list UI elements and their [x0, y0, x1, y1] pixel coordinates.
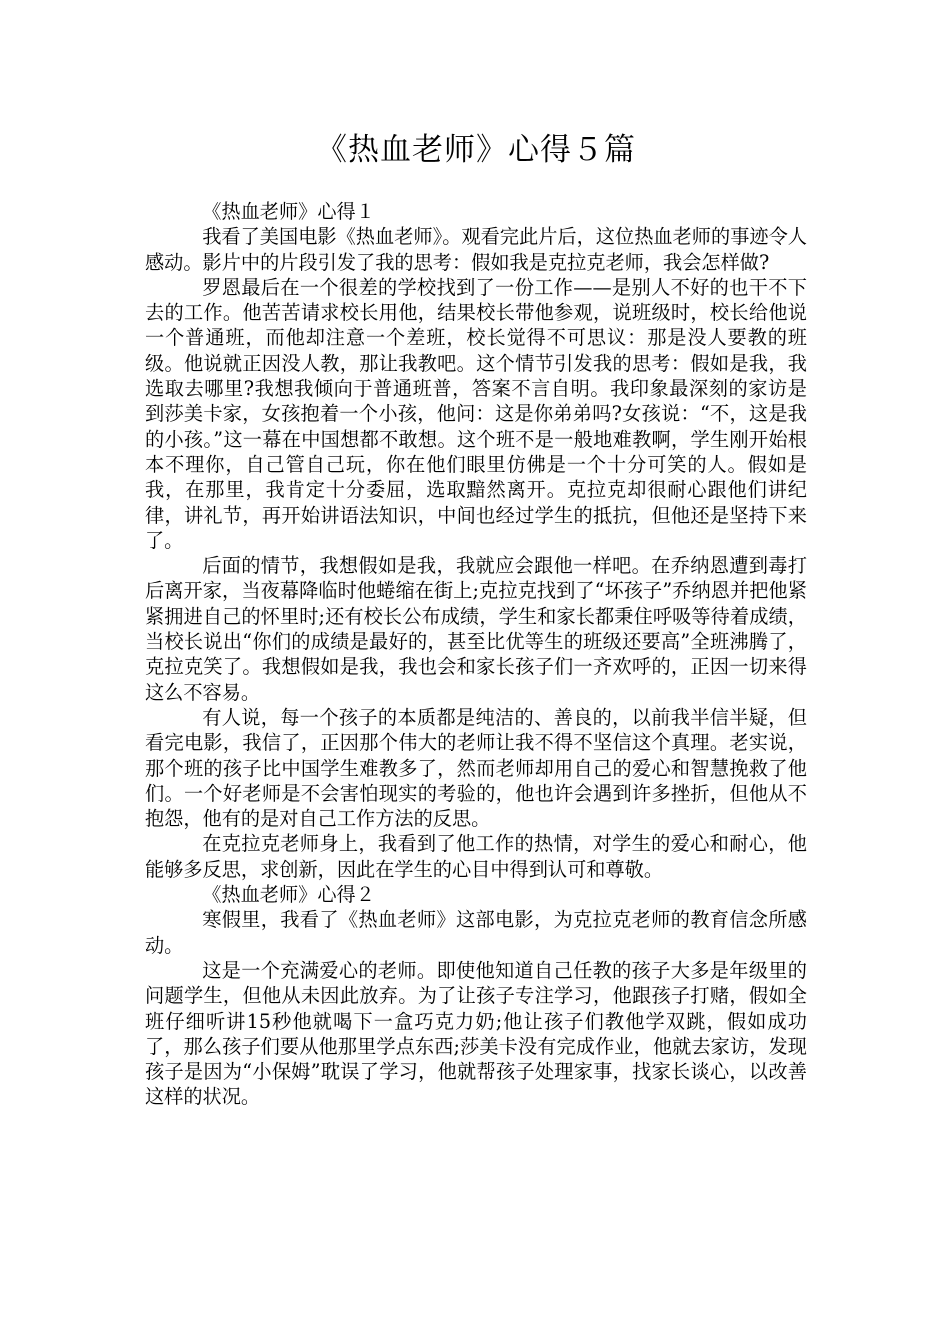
paragraph: 寒假里，我看了《热血老师》这部电影，为克拉克老师的教育信念所感动。 — [145, 908, 807, 957]
section-heading-2: 《热血老师》心得２ — [202, 883, 375, 907]
paragraph: 罗恩最后在一个很差的学校找到了一份工作——是别人不好的也干不下去的工作。他苦苦请求校长用他，结果校长带他参观，说班级时，校长给他说一个普通班，而他却注意一个差班，校长觉得不可思议：那是没人要教的班级。他说就正因没人教，那让我教吧。这个情节引发我的思考：假如是我，我选取去哪里?我想我倾向于普通班普，答案不言自明。我印象最深刻的家访是到莎美卡家，女孩抱着一个小孩，他问：这是你弟弟吗?女孩说：“不，这是我的小孩。”这一幕在中国想都不敢想。这个班不是一般地难教啊，学生刚开始根本不理你，自己管自己玩，你在他们眼里仿佛是一个十分可笑的人。假如是我，在那里，我肯定十分委屈，选取黯然离开。克拉克却很耐心跟他们讲纪律，讲礼节，再开始讲语法知识，中间也经过学生的抵抗，但他还是坚持下来了。 — [145, 275, 807, 552]
paragraph: 这是一个充满爱心的老师。即使他知道自己任教的孩子大多是年级里的问题学生，但他从未因此放弃。为了让孩子专注学习，他跟孩子打赌，假如全班仔细听讲15秒他就喝下一盒巧克力奶;他让孩子们教他学双跳，假如成功了，那么孩子们要从他那里学点东西;莎美卡没有完成作业，他就去家访，发现孩子是因为“小保姆”耽误了学习，他就帮孩子处理家事，找家长谈心，以改善这样的状况。 — [145, 958, 807, 1109]
document-body — [145, 199, 807, 1110]
paragraph: 在克拉克老师身上，我看到了他工作的热情，对学生的爱心和耐心，他能够多反思，求创新，因此在学生的心目中得到认可和尊敬。 — [145, 832, 807, 881]
paragraph: 后面的情节，我想假如是我，我就应会跟他一样吧。在乔纳恩遭到毒打后离开家，当夜幕降临时他蜷缩在街上;克拉克找到了“坏孩子”乔纳恩并把他紧紧拥进自己的怀里时;还有校长公布成绩，学生和家长都秉住呼吸等待着成绩，当校长说出“你们的成绩是最好的，甚至比优等生的班级还要高”全班沸腾了，克拉克笑了。我想假如是我，我也会和家长孩子们一齐欢呼的，正因一切来得这么不容易。 — [145, 554, 807, 704]
document-title: 《热血老师》心得５篇 — [316, 132, 636, 168]
paragraph: 有人说，每一个孩子的本质都是纯洁的、善良的，以前我半信半疑，但看完电影，我信了，正因那个伟大的老师让我不得不坚信这个真理。老实说，那个班的孩子比中国学生难教多了，然而老师却用自己的爱心和智慧挽救了他们。一个好老师是不会害怕现实的考验的，他也许会遇到许多挫折，但他从不抱怨，他有的是对自己工作方法的反思。 — [145, 705, 807, 831]
section-heading-1: 《热血老师》心得１ — [202, 200, 375, 223]
paragraph: 我看了美国电影《热血老师》。观看完此片后，这位热血老师的事迹令人感动。影片中的片段引发了我的思考：假如我是克拉克老师，我会怎样做? — [145, 225, 807, 274]
